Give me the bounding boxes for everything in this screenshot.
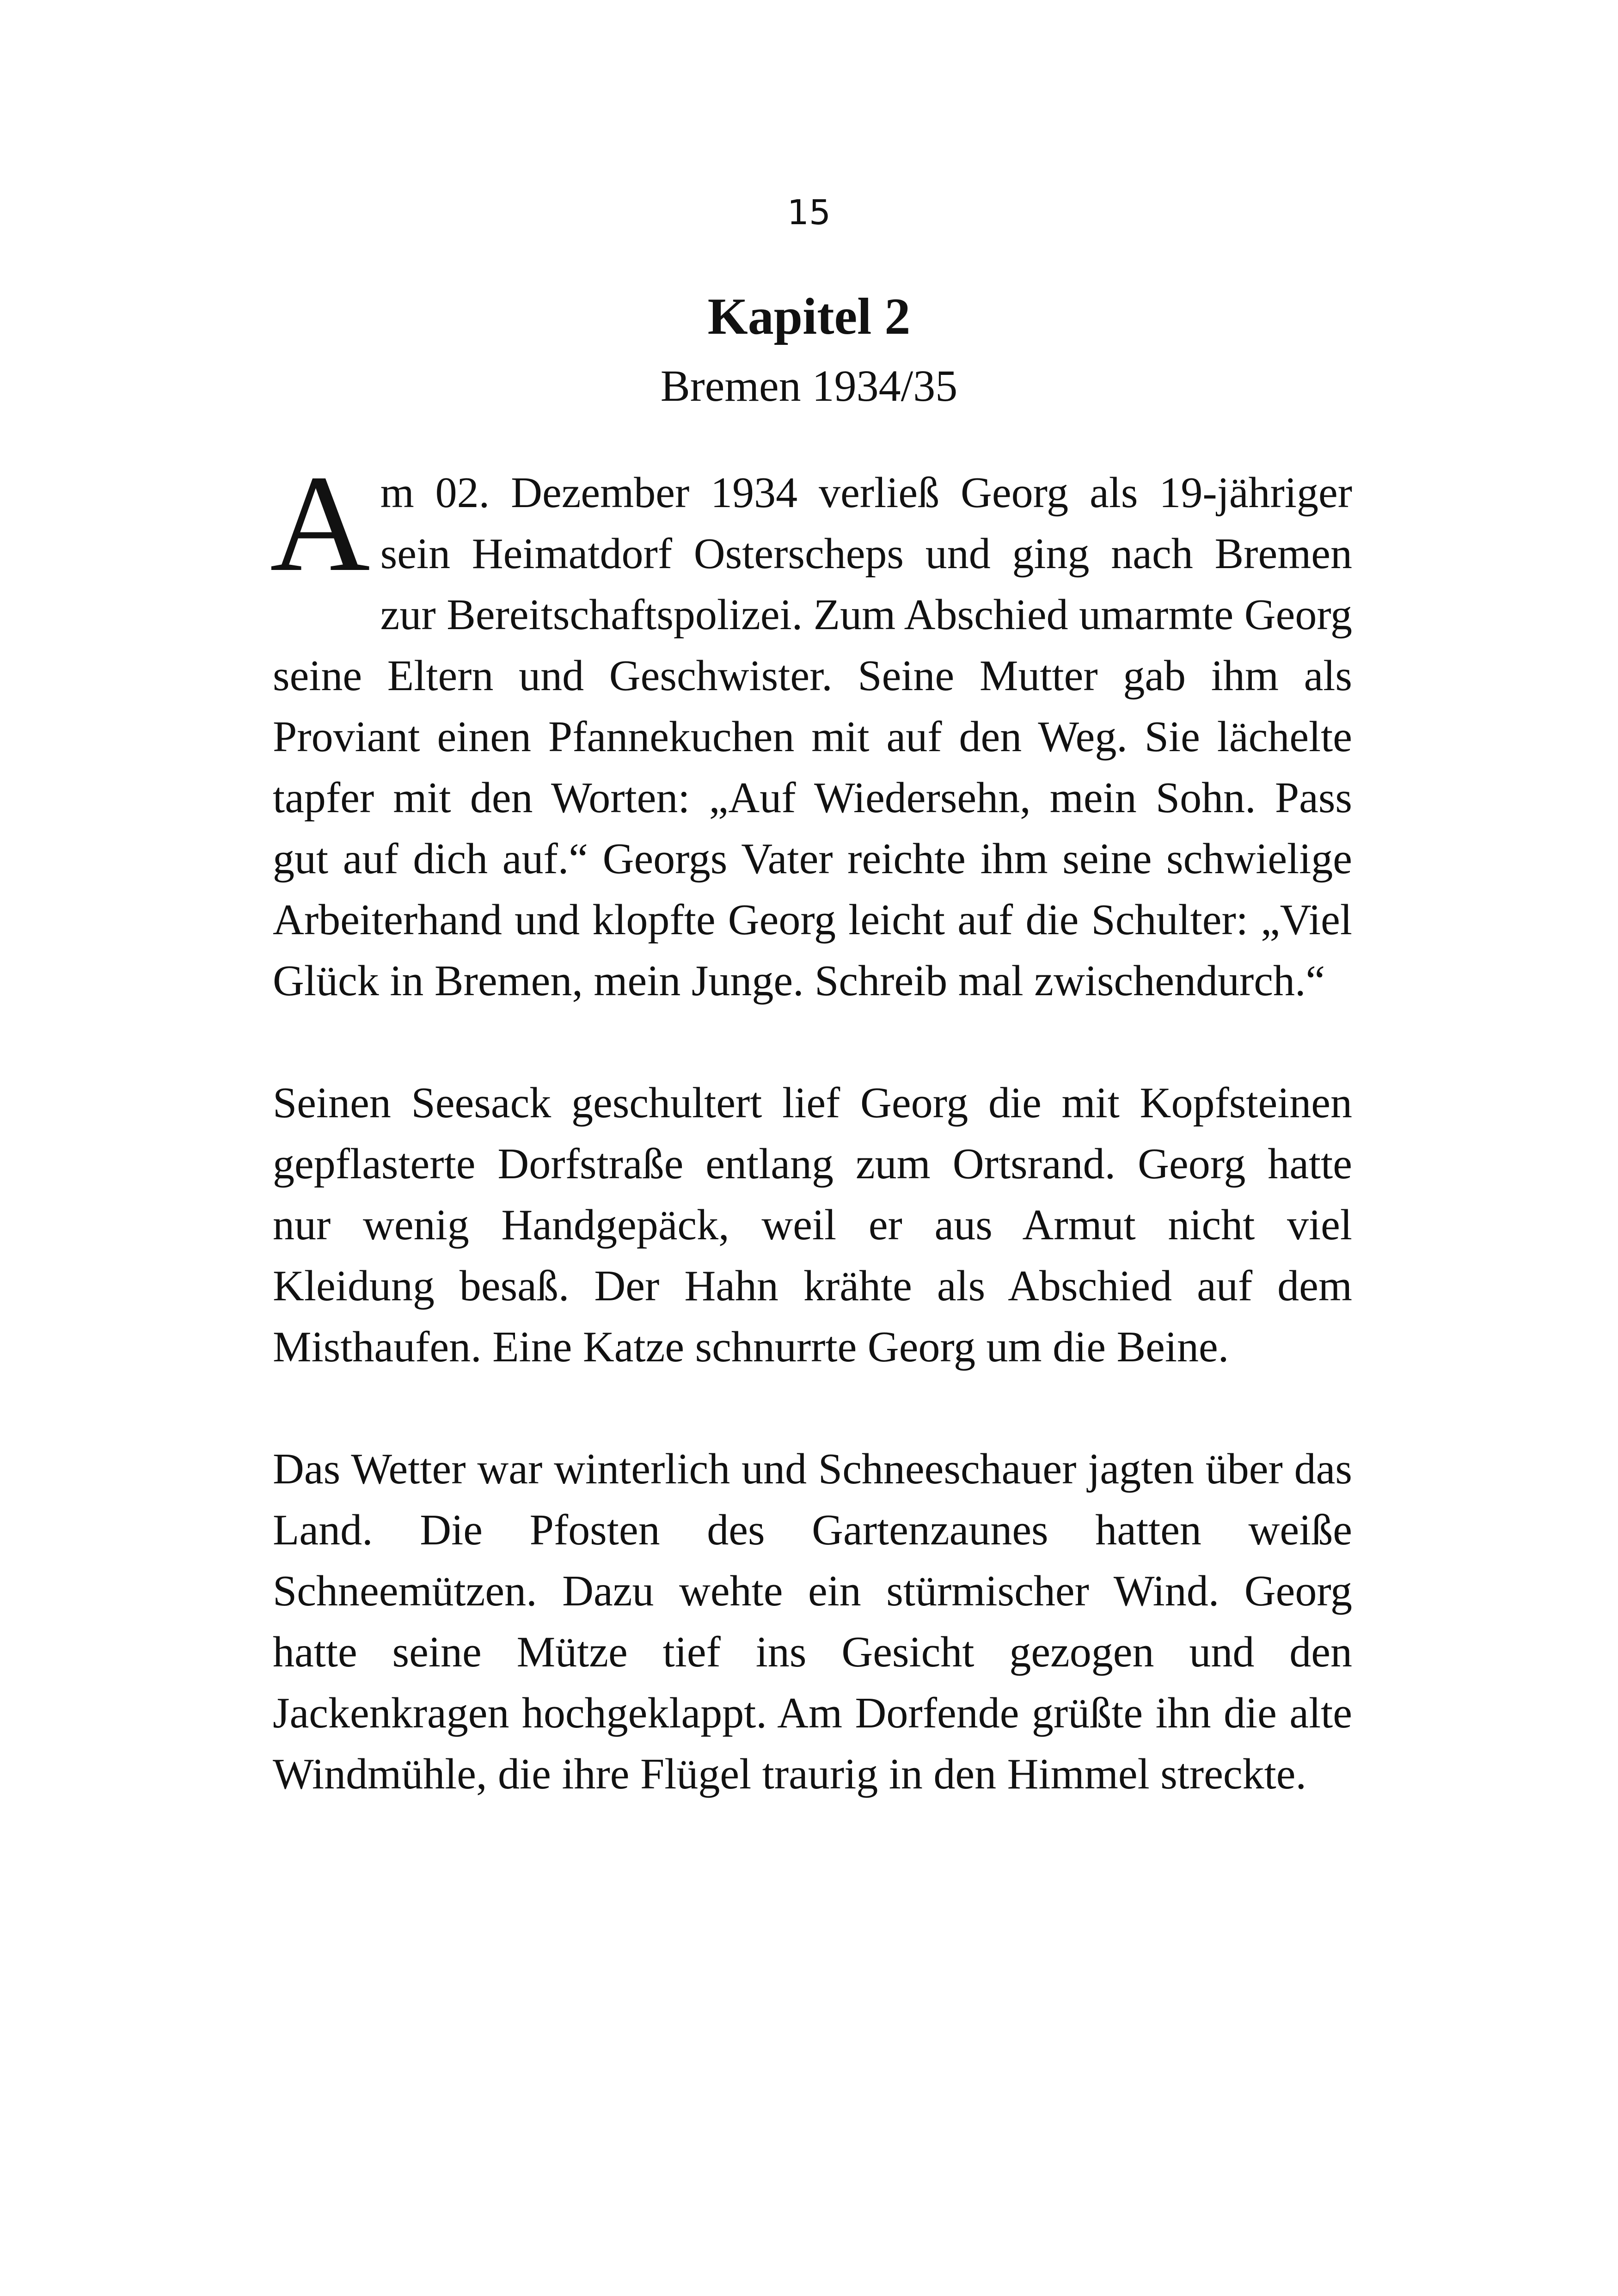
- paragraph-1-text: m 02. Dezember 1934 verließ Georg als 19-jähriger sein Heimatdorf Osterscheps und ging nach Bremen zur Bereitschaftspolizei. Zum Abschied umarmte Georg seine Eltern und Geschwister. Seine Mutter gab ihm als Proviant einen Pfannekuchen mit auf den Weg. Sie lächelte tapfer mit den Worten: „Auf Wiedersehn, mein Sohn. Pass gut auf dich auf.“ Georgs Vater reichte ihm seine schwielige Arbeiterhand und klopfte Georg leicht auf die Schulter: „Viel Glück in Bremen, mein Junge. Schreib mal zwischendurch.“: [273, 469, 1352, 1005]
- paragraph-2: Seinen Seesack geschultert lief Georg die mit Kopfsteinen gepflasterte Dorfstraße entlang zum Ortsrand. Georg hatte nur wenig Handgepäck, weil er aus Armut nicht viel Kleidung besaß. Der Hahn krähte als Abschied auf dem Misthaufen. Eine Katze schnurrte Georg um die Beine.: [273, 1079, 1352, 1371]
- chapter-body: [270, 447, 1352, 1866]
- paragraph-3: Das Wetter war winterlich und Schneeschauer jagten über das Land. Die Pfosten des Gartenzaunes hatten weiße Schneemützen. Dazu wehte ein stürmischer Wind. Georg hatte seine Mütze tief ins Gesicht gezogen und den Jackenkragen hochgeklappt. Am Dorfende grüßte ihn die alte Windmühle, die ihre Flügel traurig in den Himmel streckte.: [273, 1445, 1352, 1798]
- paragraph-1: [270, 447, 1352, 1011]
- page-number: 15: [787, 193, 831, 233]
- chapter-subtitle: Bremen 1934/35: [660, 361, 958, 410]
- drop-cap: A: [270, 447, 370, 600]
- chapter-title: Kapitel 2: [707, 288, 911, 345]
